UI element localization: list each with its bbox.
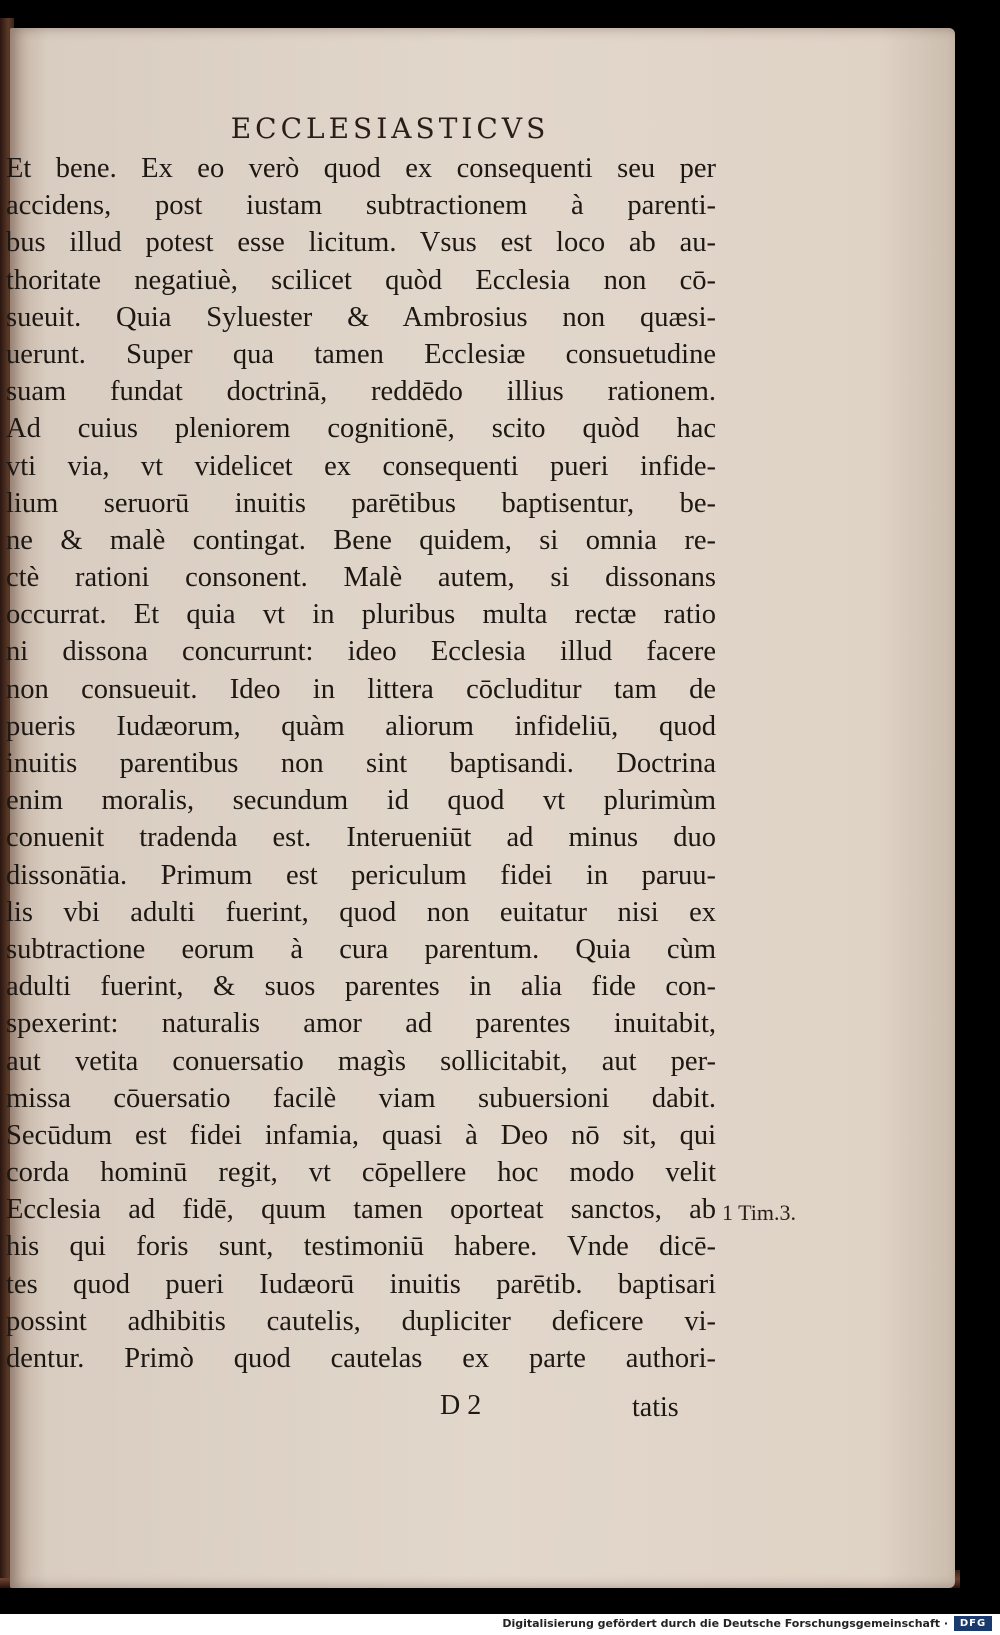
text-line: his qui foris sunt, testimoniū habere. Vnde dicē- [6,1231,716,1263]
text-line: ni dissona concurrunt: ideo Ecclesia illud facere [6,636,716,668]
margin-note: 1 Tim.3. [722,1200,796,1225]
text-line: Et bene. Ex eo verò quod ex consequenti seu per [6,153,716,184]
text-line: conuenit tradenda est. Interueniūt ad minus duo [6,822,716,854]
footer-credit: Digitalisierung gefördert durch die Deutsche Forschungsgemeinschaft · [502,1617,948,1630]
signature-mark: D 2 [440,1390,482,1421]
text-line: tes quod pueri Iudæorū inuitis parētib. baptisari [6,1268,716,1300]
catchword: tatis [632,1392,679,1423]
text-line: spexerint: naturalis amor ad parentes inuitabit, [6,1008,716,1040]
text-line: possint adhibitis cautelis, dupliciter deficere vi- [6,1305,716,1337]
body-text [6,150,716,1377]
text-line: lium seruorū inuitis parētibus baptisentur, be- [6,487,716,519]
text-line: ne & malè contingat. Bene quidem, si omnia re- [6,524,716,556]
text-line: subtractione eorum à cura parentum. Quia cùm [6,933,716,965]
text-line: sueuit. Quia Syluester & Ambrosius non quæsi- [6,301,716,333]
text-line: accidens, post iustam subtractionem à parenti- [6,190,716,222]
text-line: missa cōuersatio facilè viam subuersioni dabit. [6,1082,716,1114]
text-line: bus illud potest esse licitum. Vsus est loco ab au- [6,227,716,259]
text-line: non consueuit. Ideo in littera cōcluditur tam de [6,673,716,705]
text-line: vti via, vt videlicet ex consequenti pueri infide- [6,450,716,482]
text-line: ctè rationi consonent. Malè autem, si dissonans [6,562,716,594]
text-line: pueris Iudæorum, quàm aliorum infideliū, quod [6,710,716,742]
dfg-logo: DFG [954,1616,992,1631]
text-line: Ad cuius pleniorem cognitionē, scito quòd hac [6,413,716,445]
text-line: lis vbi adulti fuerint, quod non euitatur nisi ex [6,896,716,928]
text-line: occurrat. Et quia vt in pluribus multa rectæ ratio [6,599,716,631]
text-line: dentur. Primò quod cautelas ex parte authori- [6,1343,716,1374]
text-line: adulti fuerint, & suos parentes in alia fide con- [6,971,716,1003]
text-line: inuitis parentibus non sint baptisandi. Doctrina [6,748,716,779]
text-line: Secūdum est fidei infamia, quasi à Deo nō sit, qui [6,1119,716,1151]
text-line: enim moralis, secundum id quod vt plurimùm [6,785,716,817]
running-head: ECCLESIASTICVS [230,112,550,145]
text-line: thoritate negatiuè, scilicet quòd Ecclesia non cō- [6,264,716,296]
text-line: suam fundat doctrinā, reddēdo illius rationem. [6,376,716,408]
text-line: Ecclesia ad fidē, quum tamen oporteat sanctos, ab [6,1194,716,1226]
text-line: uerunt. Super qua tamen Ecclesiæ consuetudine [6,338,716,370]
text-line: aut vetita conuersatio magìs sollicitabit, aut per- [6,1045,716,1077]
text-line: corda hominū regit, vt cōpellere hoc modo velit [6,1157,716,1189]
text-line: dissonātia. Primum est periculum fidei in paruu- [6,859,716,891]
